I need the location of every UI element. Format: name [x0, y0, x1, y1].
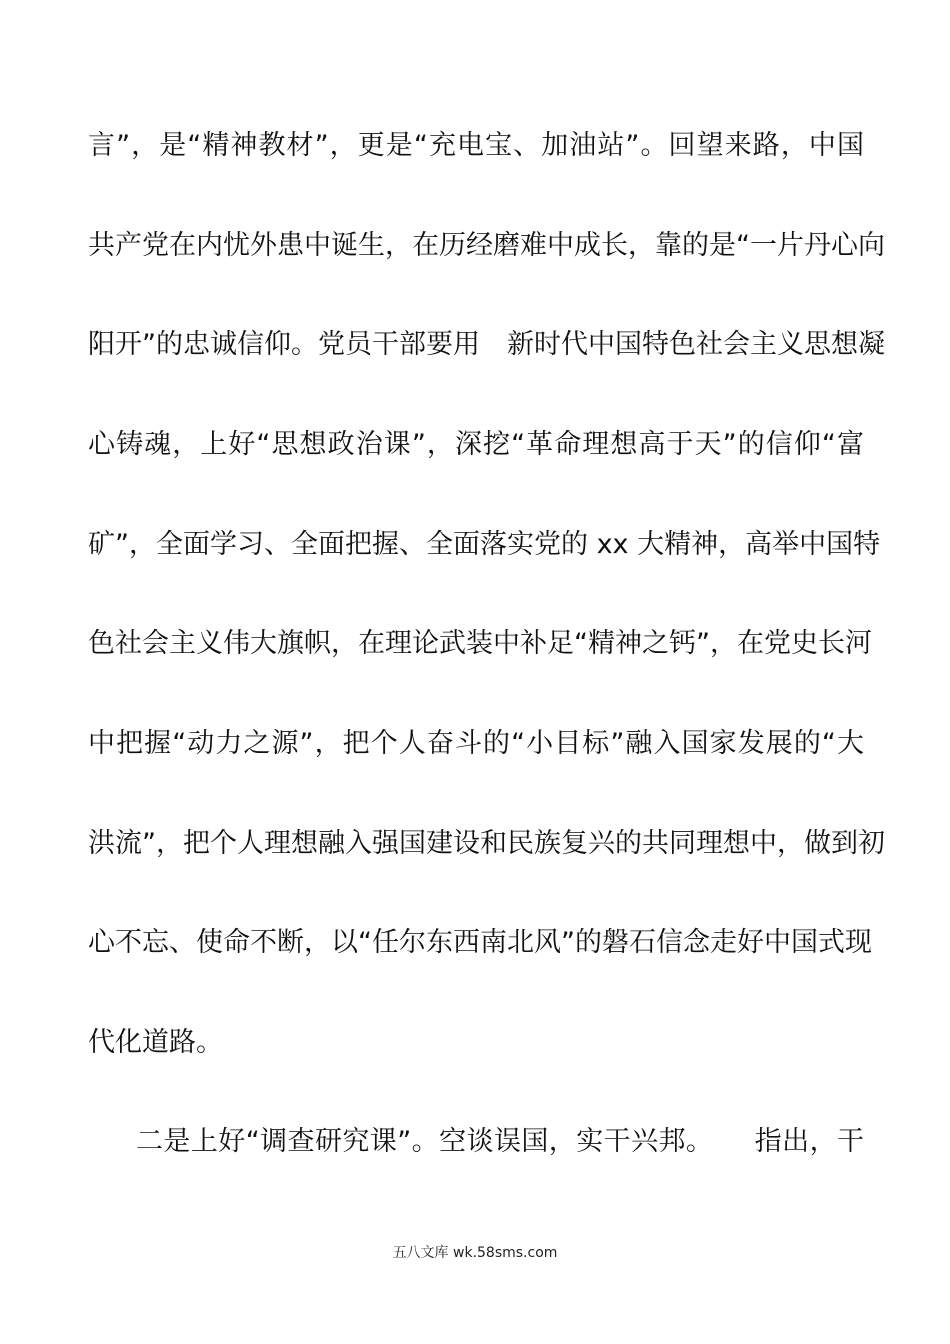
- paragraph-line-4: 心铸魂，上好“思想政治课”，深挖“革命理想高于天”的信仰“富: [88, 429, 864, 460]
- paragraph-line-3: 阳开”的忠诚信仰。党员干部要用 新时代中国特色社会主义思想凝: [88, 329, 885, 360]
- paragraph-line-8: 洪流”，把个人理想融入强国建设和民族复兴的共同理想中，做到初: [88, 828, 885, 859]
- paragraph-line-2: 共产党在内忧外患中诞生，在历经磨难中成长，靠的是“一片丹心向: [88, 230, 885, 261]
- paragraph-line-5: 矿”，全面学习、全面把握、全面落实党的 xx 大精神，高举中国特: [88, 529, 881, 560]
- paragraph-line-10: 代化道路。: [88, 1027, 223, 1058]
- paragraph-line-9: 心不忘、使命不断，以“任尔东西南北风”的磐石信念走好中国式现: [88, 927, 872, 958]
- paragraph-line-11: 二是上好“调查研究课”。空谈误国，实干兴邦。 指出，干: [136, 1126, 864, 1157]
- paragraph-line-6: 色社会主义伟大旗帜，在理论武装中补足“精神之钙”，在党史长河: [88, 628, 872, 659]
- paragraph-line-7: 中把握“动力之源”，把个人奋斗的“小目标”融入国家发展的“大: [88, 728, 864, 759]
- footer-watermark: 五八文库 wk.58sms.com: [392, 1245, 558, 1261]
- paragraph-line-1: 言”，是“精神教材”，更是“充电宝、加油站”。回望来路，中国: [88, 130, 864, 161]
